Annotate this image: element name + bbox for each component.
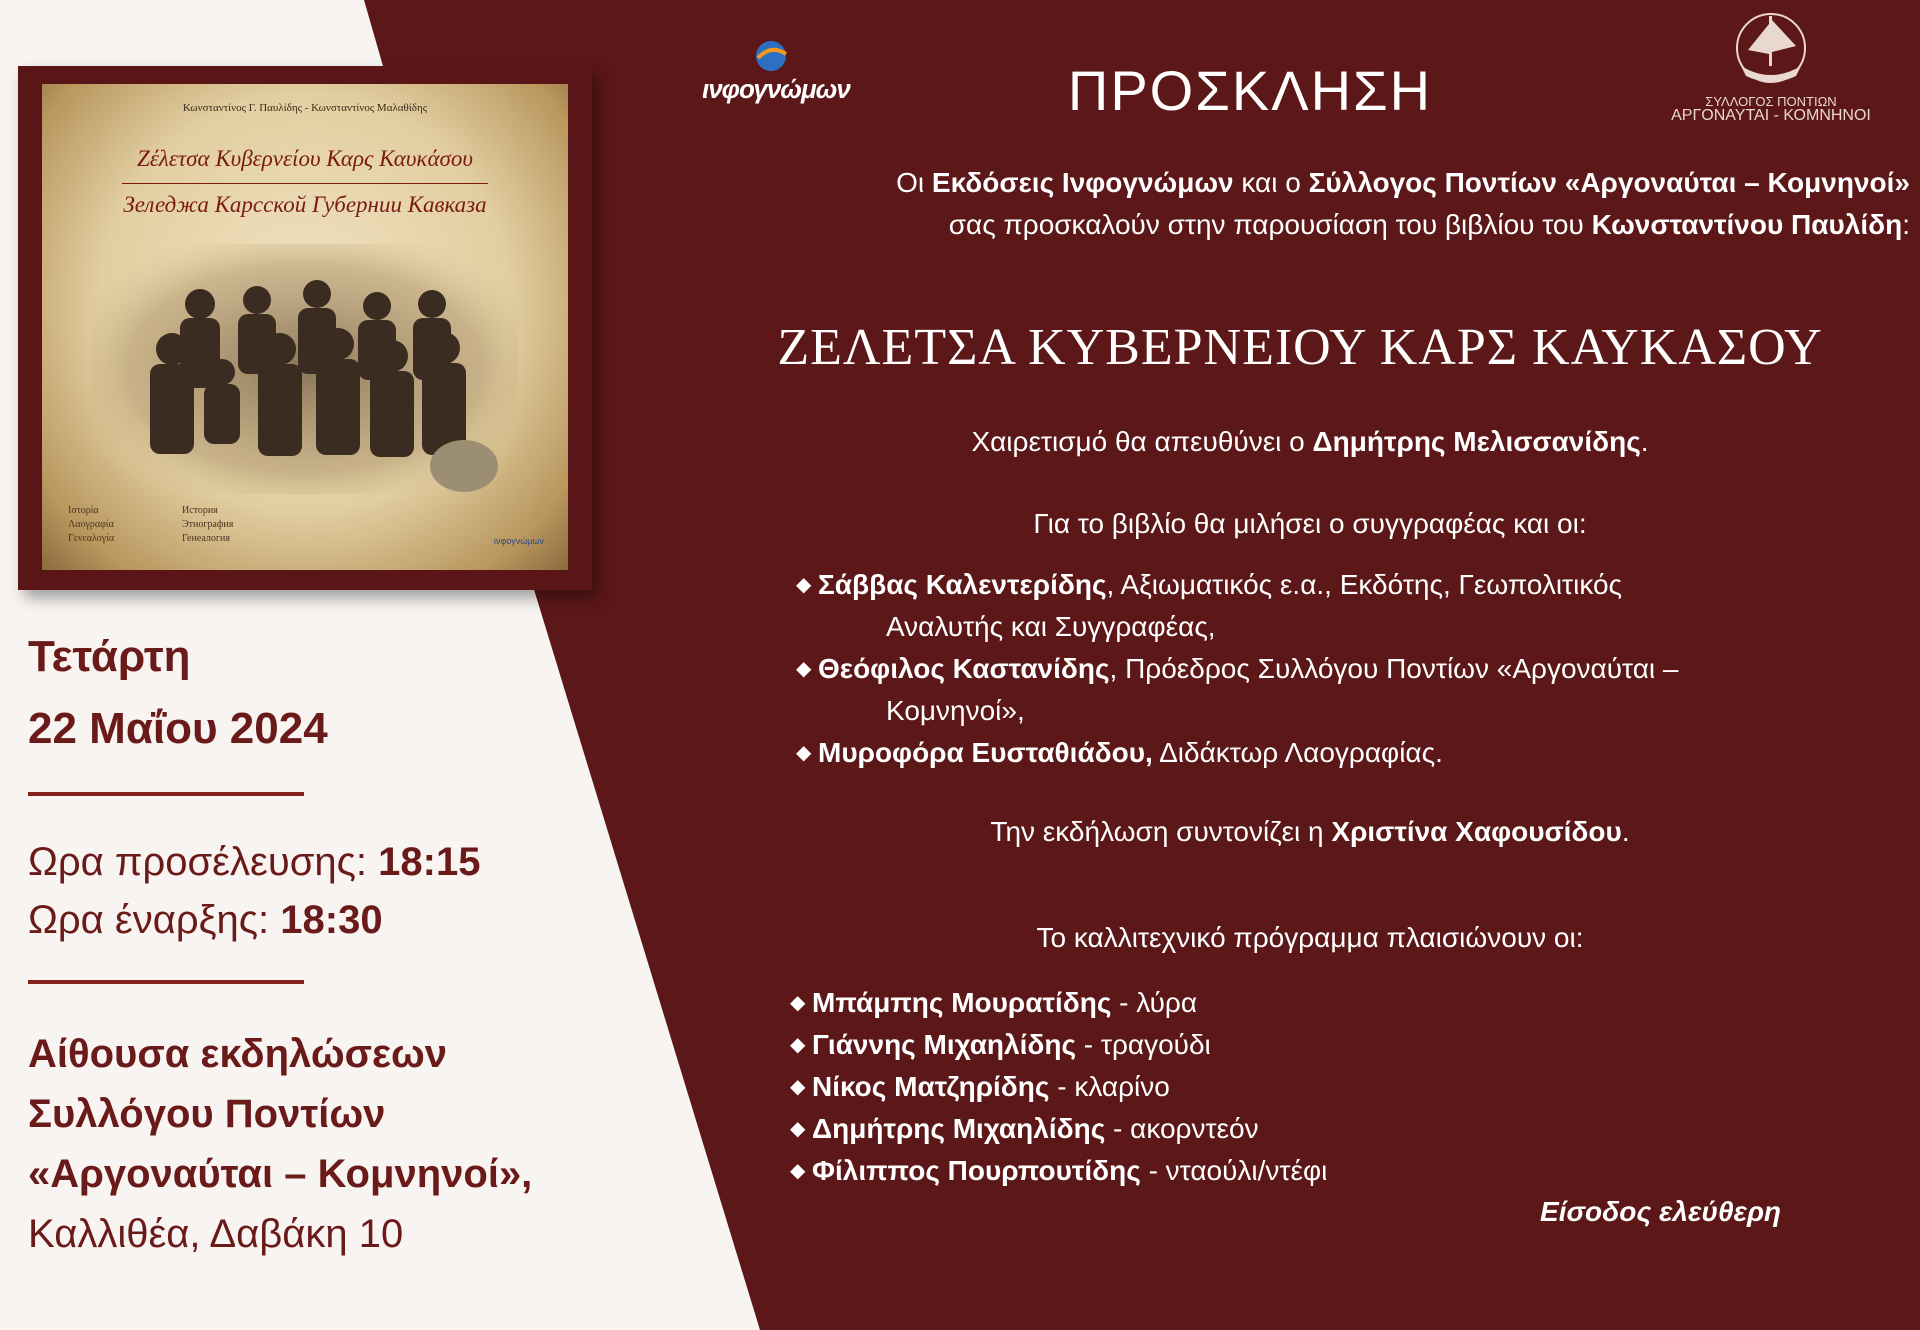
book-authors: Κωνσταντίνος Γ. Παυλίδης - Κωνσταντίνος Μαλαθίδης: [182, 102, 428, 114]
invitation-heading: ΠΡΟΣΚΛΗΣΗ: [1067, 59, 1433, 122]
event-day: Τετάρτη: [28, 632, 191, 681]
globe-icon: [746, 36, 796, 76]
coordinator: Την εκδήλωση συντονίζει η Χριστίνα Χαφουσίδου.: [990, 816, 1630, 847]
greeting: Χαιρετισμό θα απευθύνει ο Δημήτρης Μελισσανίδης.: [971, 426, 1649, 457]
book-footer-left: Ιστορία Λαογραφία Γενεαλογία: [68, 505, 115, 544]
art-program-intro: Το καλλιτεχνικό πρόγραμμα πλαισιώνουν οι:: [1036, 922, 1584, 953]
list-item: ◆ Νίκος Ματζηρίδης - κλαρίνο: [790, 1066, 1590, 1108]
free-entry-note: Είσοδος ελεύθερη: [1540, 1196, 1782, 1227]
bullet-icon: ◆: [796, 658, 812, 680]
start-time: Ωρα έναρξης: 18:30: [28, 898, 383, 942]
book-title-divider: [122, 183, 488, 184]
divider: [28, 980, 304, 984]
book-title-russian: Зеледжа Карсской Губернии Кавказа: [123, 192, 487, 217]
list-item: ◆ Θεόφιλος Καστανίδης, Πρόεδρος Συλλόγου Ποντίων «Αργοναύται –: [796, 648, 1906, 690]
musicians-list: [790, 982, 1590, 1192]
speakers-intro: Για το βιβλίο θα μιλήσει ο συγγραφέας και οι:: [1033, 508, 1587, 539]
ship-emblem-icon: [1726, 6, 1816, 90]
list-item: ◆ Μυροφόρα Ευσταθιάδου, Διδάκτωρ Λαογραφίας.: [796, 732, 1906, 774]
bullet-icon: ◆: [790, 1160, 806, 1182]
book-footer-right: История Этнография Генеалогия: [182, 505, 234, 544]
bullet-icon: ◆: [796, 742, 812, 764]
speakers-list: ◆ Σάββας Καλεντερίδης, Αξιωματικός ε.α., Εκδότης, Γεωπολιτικός Αναλυτής και Συγγραφέας, ◆ Θεόφιλος Καστανίδης, Πρόεδρος Συλλόγου Ποντίων «Αργοναύται – Κομνηνοί», ◆ Μυροφόρα Ευσταθιάδου, Διδάκτωρ Λαογραφίας.: [796, 564, 1906, 774]
book-publisher-mark: ινφογνώμων: [493, 536, 544, 546]
family-photo: [92, 244, 518, 494]
list-item: ◆ Γιάννης Μιχαηλίδης - τραγούδι: [790, 1024, 1590, 1066]
list-item: ◆ Δημήτρης Μιχαηλίδης - ακορντεόν: [790, 1108, 1590, 1150]
publisher-logo: ινφογνώμων: [702, 36, 850, 105]
book-title: ΖΕΛΕΤΣΑ ΚΥΒΕΡΝΕΙΟΥ ΚΑΡΣ ΚΑΥΚΑΣΟΥ: [777, 319, 1823, 376]
divider: [28, 792, 304, 796]
book-cover: [18, 66, 592, 590]
bullet-icon: ◆: [790, 1076, 806, 1098]
list-item: ◆ Σάββας Καλεντερίδης, Αξιωματικός ε.α., Εκδότης, Γεωπολιτικός: [796, 564, 1906, 606]
arrival-time: Ωρα προσέλευσης: 18:15: [28, 840, 481, 884]
venue: Αίθουσα εκδηλώσεων Συλλόγου Ποντίων «Αργοναύται – Κομνηνοί», Καλλιθέα, Δαβάκη 10: [28, 1032, 533, 1256]
list-item: ◆ Μπάμπης Μουρατίδης - λύρα: [790, 982, 1590, 1024]
bullet-icon: ◆: [790, 992, 806, 1014]
event-date: 22 Μαΐου 2024: [28, 704, 328, 753]
society-logo: ΣΥΛΛΟΓΟΣ ΠΟΝΤΙΩΝ ΑΡΓΟΝΑΥΤΑΙ - ΚΟΜΝΗΝΟΙ: [1646, 6, 1896, 123]
list-item: ◆ Φίλιππος Πουρπουτίδης - νταούλι/ντέφι: [790, 1150, 1590, 1192]
bullet-icon: ◆: [790, 1034, 806, 1056]
book-title-greek: Ζέλετσα Κυβερνείου Καρς Καυκάσου: [137, 146, 473, 171]
invitation-intro: Οι Εκδόσεις Ινφογνώμων και ο Σύλλογος Ποντίων «Αργοναύται – Κομνηνοί» σας προσκαλούν στην παρουσίαση του βιβλίου του Κωνσταντίνου Παυλίδη:: [896, 167, 1910, 240]
bullet-icon: ◆: [790, 1118, 806, 1140]
book-cover-art: [42, 84, 568, 570]
bullet-icon: ◆: [796, 574, 812, 596]
